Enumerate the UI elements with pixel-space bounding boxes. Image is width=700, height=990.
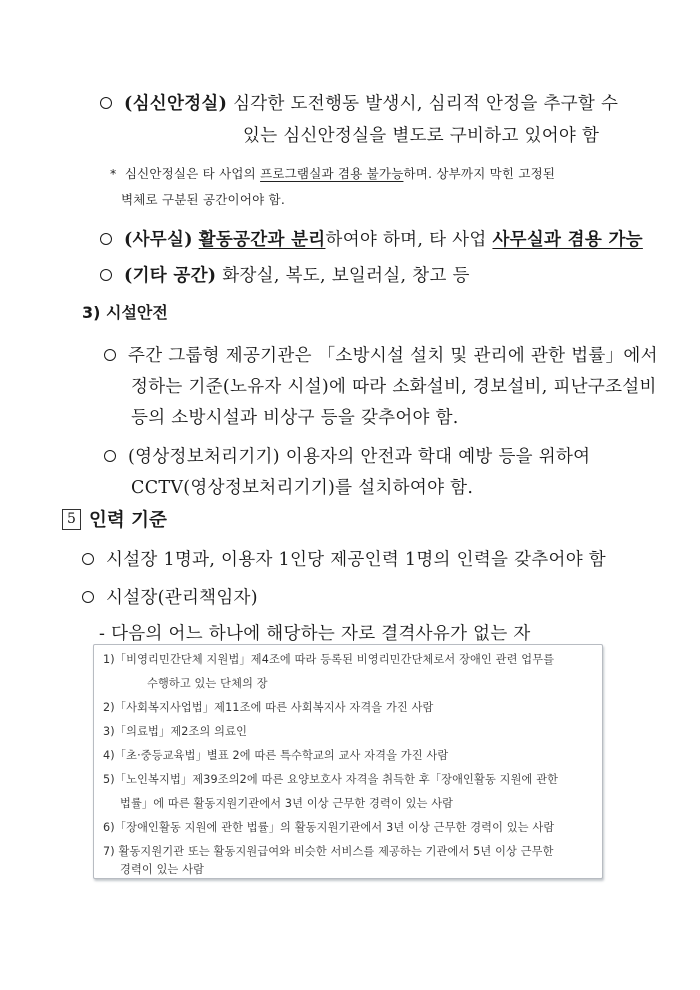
staffing-title: 인력 기준: [89, 510, 167, 531]
other-space-label: (기타 공간): [124, 266, 217, 286]
facility-safety-item1-line3: 등의 소방시설과 비상구 등을 갖추어야 함.: [131, 408, 459, 428]
mind-room-note-line1: [110, 164, 555, 182]
facility-safety-heading: 3) 시설안전: [82, 303, 168, 322]
mind-room-text-line1: 심각한 도전행동 발생시, 심리적 안정을 추구할 수: [233, 94, 619, 114]
staffing-sub-item: - 다음의 어느 하나에 해당하는 자로 결격사유가 없는 자: [99, 624, 531, 644]
note-underlined: 프로그램실과 겸용 불가능: [260, 166, 404, 181]
qualification-line: 1)「비영리민간단체 지원법」제4조에 따라 등록된 비영리민간단체로서 장애인 관련 업무를: [103, 653, 555, 666]
note-suffix: 하며. 상부까지 막힌 고정된: [403, 166, 556, 181]
staffing-section-heading: [62, 506, 167, 532]
facility-safety-item2-line2: CCTV(영상정보처리기기)를 설치하여야 함.: [131, 478, 474, 498]
office-underlined-1: 활동공간과 분리: [198, 230, 326, 250]
mind-room-note-line2: 벽체로 구분된 공간이어야 함.: [121, 192, 285, 207]
mind-room-item: [100, 90, 618, 115]
circle-bullet-icon: [100, 233, 112, 245]
mind-room-label: (심신안정실): [124, 94, 228, 114]
facility-safety-item1-line1: 주간 그룹형 제공기관은 「소방시설 설치 및 관리에 관한 법률」에서: [104, 342, 658, 367]
qualification-line: 경력이 있는 사람: [120, 863, 205, 876]
qualification-line: 3)「의료법」제2조의 의료인: [103, 725, 248, 738]
circle-bullet-icon: [82, 591, 94, 603]
circle-bullet-icon: [104, 450, 116, 462]
circle-bullet-icon: [82, 553, 94, 565]
qualification-line: 수행하고 있는 단체의 장: [147, 677, 268, 690]
qualification-line: 2)「사회복지사업법」제11조에 따른 사회복지사 자격을 가진 사람: [103, 701, 434, 714]
facility-safety-item1-line2: 정하는 기준(노유자 시설)에 따라 소화설비, 경보설비, 피난구조설비: [131, 377, 657, 397]
staffing-item1: 시설장 1명과, 이용자 1인당 제공인력 1명의 인력을 갖추어야 함: [82, 546, 606, 571]
qualification-line: 법률」에 따른 활동지원기관에서 3년 이상 근무한 경력이 있는 사람: [120, 797, 454, 810]
other-space-text: 화장실, 복도, 보일러실, 창고 등: [222, 266, 470, 286]
staffing-item2: 시설장(관리책임자): [82, 584, 258, 609]
boxed-number-icon: 5: [62, 509, 81, 530]
office-underlined-2: 사무실과 겸용 가능: [492, 230, 643, 250]
qualification-line: 6)「장애인활동 지원에 관한 법률」의 활동지원기관에서 3년 이상 근무한 경력이 있는 사람: [103, 821, 555, 834]
note-prefix: 심신안정실은 타 사업의: [124, 166, 261, 181]
office-middle: 하여야 하며, 타 사업: [325, 230, 493, 250]
qualifications-box: [93, 644, 603, 879]
note-marker: *: [110, 166, 117, 181]
qualification-line: 5)「노인복지법」제39조의2에 따른 요양보호사 자격을 취득한 후「장애인활동 지원에 관한: [103, 773, 559, 786]
mind-room-text-line2: 있는 심신안정실을 별도로 구비하고 있어야 함: [243, 126, 600, 146]
other-space-item: [100, 262, 470, 287]
office-label: (사무실): [124, 230, 193, 250]
circle-bullet-icon: [104, 349, 116, 361]
circle-bullet-icon: [100, 269, 112, 281]
qualification-line: 4)「초·중등교육법」별표 2에 따른 특수학교의 교사 자격을 가진 사람: [103, 749, 449, 762]
circle-bullet-icon: [100, 97, 112, 109]
facility-safety-item2-line1: (영상정보처리기기) 이용자의 안전과 학대 예방 등을 위하여: [104, 443, 590, 468]
office-item: [100, 226, 643, 251]
qualification-line: 7) 활동지원기관 또는 활동지원급여와 비슷한 서비스를 제공하는 기관에서 5년 이상 근무한: [103, 845, 554, 858]
